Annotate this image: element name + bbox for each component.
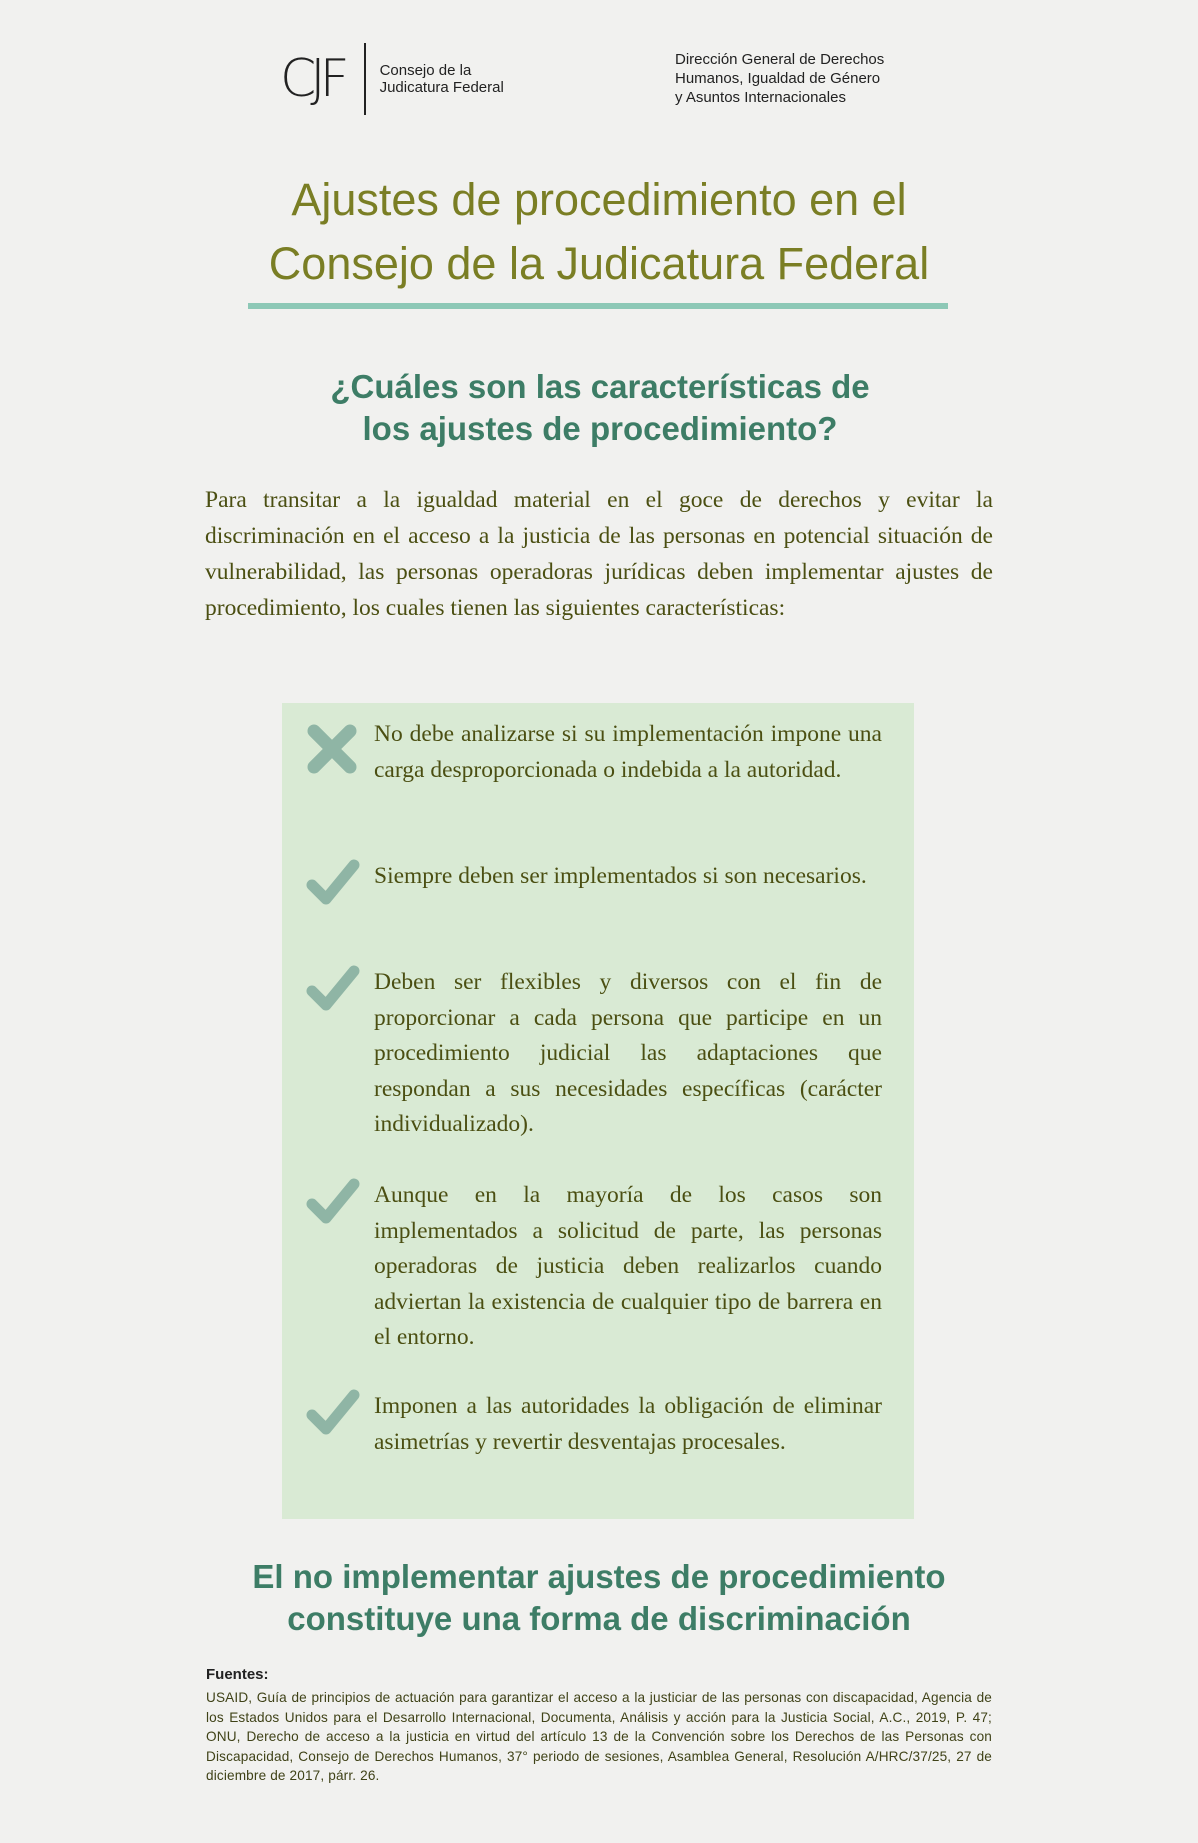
characteristic-text: No debe analizarse si su implementación impone una carga desproporcionada o indebida a la autoridad. bbox=[374, 721, 882, 783]
characteristic-text: Deben ser flexibles y diversos con el fin de proporcionar a cada persona que participe en un procedimiento judicial las adaptaciones que respondan a sus necesidades específicas (carácter individualizado). bbox=[374, 969, 882, 1137]
logo-divider bbox=[364, 43, 366, 115]
department-line3: y Asuntos Internacionales bbox=[675, 89, 846, 106]
section-question-line2: los ajustes de procedimiento? bbox=[362, 410, 838, 447]
characteristics-box bbox=[282, 703, 914, 1519]
department-line2: Humanos, Igualdad de Género bbox=[675, 70, 881, 87]
check-icon bbox=[304, 959, 360, 1015]
conclusion-statement bbox=[200, 1556, 998, 1640]
logo-text-line1: Consejo de la bbox=[379, 62, 472, 79]
intro-paragraph: Para transitar a la igualdad material en el goce de derechos y evitar la discriminación en el acceso a la justicia de las personas en potencial situación de vulnerabilidad, las personas operadoras jurídicas deben implementar ajustes de procedimiento, los cuales tienen las siguientes características: bbox=[205, 487, 993, 621]
cjf-logo-mark: CJF bbox=[280, 49, 344, 109]
x-icon bbox=[304, 721, 360, 777]
cjf-logo bbox=[280, 42, 504, 116]
check-icon bbox=[304, 1383, 360, 1439]
check-icon bbox=[304, 1172, 360, 1228]
logo-text bbox=[380, 62, 504, 96]
title-underline bbox=[248, 303, 948, 309]
conclusion-line2: constituye una forma de discriminación bbox=[287, 1600, 911, 1637]
department-line1: Dirección General de Derechos bbox=[675, 51, 885, 68]
page-title-line1: Ajustes de procedimiento en el bbox=[291, 174, 907, 225]
characteristic-text: Imponen a las autoridades la obligación de eliminar asimetrías y revertir desventajas procesales. bbox=[374, 1393, 882, 1455]
page-title bbox=[200, 168, 998, 296]
characteristic-text: Aunque en la mayoría de los casos son implementados a solicitud de parte, las personas operadoras de justicia deben realizarlos cuando adviertan la existencia de cualquier tipo de barrera en el entorno. bbox=[374, 1182, 882, 1350]
sources-label: Fuentes: bbox=[206, 1666, 269, 1683]
check-icon bbox=[304, 853, 360, 909]
section-question bbox=[250, 366, 950, 450]
sources-text: USAID, Guía de principios de actuación para garantizar el acceso a la justiciar de las personas con discapacidad, Agencia de los Estados Unidos para el Desarrollo Internacional, Documenta, Análisis y acción para la Justicia Social, A.C., 2019, P. 47; ONU, Derecho de acceso a la justicia en virtud del artículo 13 de la Convención sobre los Derechos de las Personas con Discapacidad, Consejo de Derechos Humanos, 37° periodo de sesiones, Asamblea General, Resolución A/HRC/37/25, 27 de diciembre de 2017, párr. 26. bbox=[206, 1690, 992, 1783]
department-name bbox=[675, 50, 935, 107]
page-title-line2: Consejo de la Judicatura Federal bbox=[268, 238, 930, 289]
conclusion-line1: El no implementar ajustes de procedimiento bbox=[252, 1558, 946, 1595]
logo-text-line2: Judicatura Federal bbox=[379, 79, 504, 96]
section-question-line1: ¿Cuáles son las características de bbox=[330, 368, 870, 405]
characteristic-text: Siempre deben ser implementados si son necesarios. bbox=[374, 863, 867, 889]
